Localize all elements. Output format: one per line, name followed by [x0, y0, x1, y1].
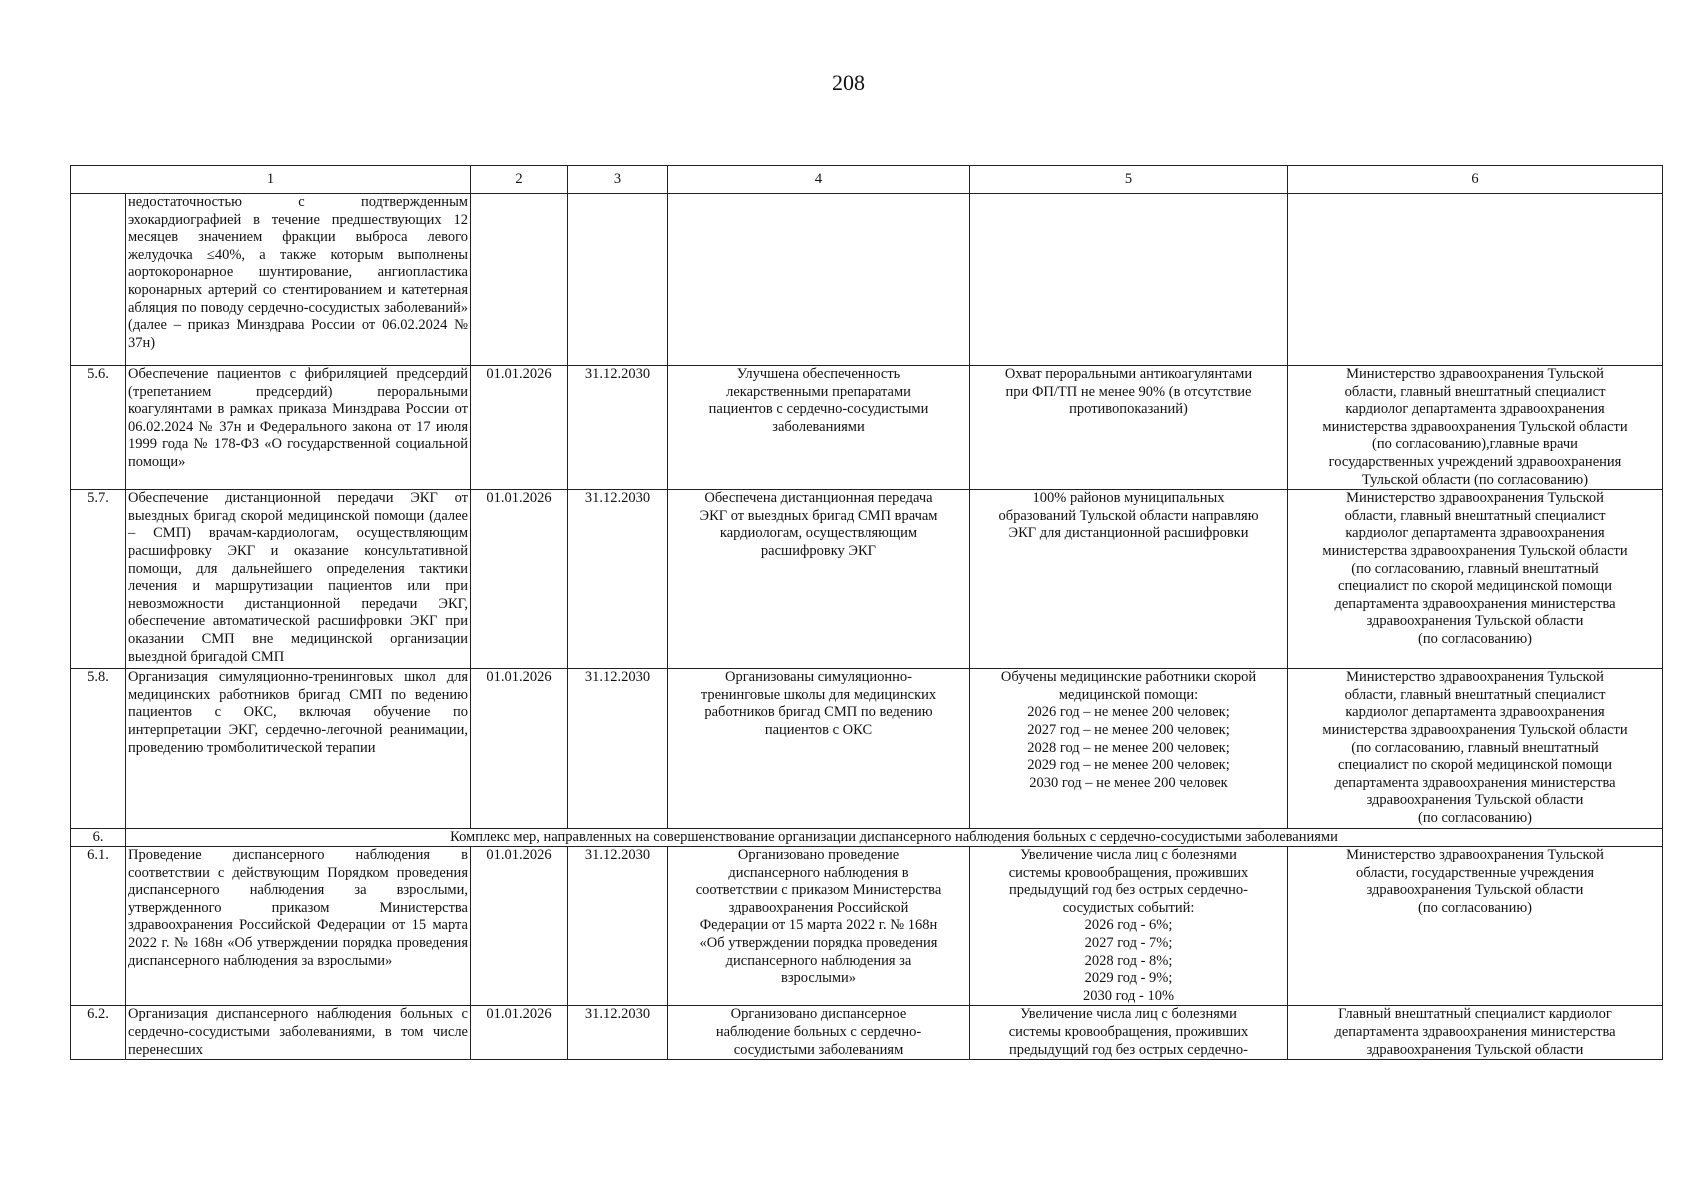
- responsible-cell-line: (по согласованию, главный внештатный: [1351, 560, 1599, 577]
- activity-cell: [126, 366, 471, 490]
- result-cell-line: диспансерного наблюдения в: [728, 864, 909, 881]
- responsible-cell-line: области, главный внештатный специалист: [1344, 383, 1606, 400]
- result-cell-line: кардиологам, осуществляющим: [719, 525, 918, 542]
- result-cell-line: расшифровку ЭКГ: [760, 542, 877, 559]
- result-cell-line: диспансерного наблюдения за: [725, 952, 912, 969]
- responsible-cell-line: Министерство здравоохранения Тульской: [1346, 490, 1604, 507]
- activity-cell: [126, 194, 471, 366]
- responsible-cell-line: кардиолог департамента здравоохранения: [1345, 525, 1605, 542]
- responsible-cell-line: департамента здравоохранения министерства: [1334, 1024, 1616, 1041]
- indicator-cell: [970, 847, 1288, 1006]
- responsible-cell-line: специалист по скорой медицинской помощи: [1338, 757, 1612, 774]
- indicator-cell-line: Увеличение числа лиц с болезнями: [1020, 847, 1237, 864]
- result-cell-line: тренинговые школы для медицинских: [700, 686, 937, 703]
- responsible-cell-line: здравоохранения Тульской области: [1366, 792, 1584, 809]
- indicator-cell-line: Охват пероральными антикоагулянтами: [1004, 366, 1253, 382]
- header-col-4: 4: [668, 166, 970, 194]
- responsible-cell-line: кардиолог департамента здравоохранения: [1345, 401, 1605, 418]
- responsible-cell-line: Тульской области (по согласованию): [1361, 471, 1589, 488]
- indicator-cell-line: предыдущий год без острых сердечно-: [1008, 882, 1248, 899]
- end-date: 31.12.2030: [568, 669, 668, 828]
- indicator-cell-line: сосудистых событий:: [1062, 899, 1195, 916]
- responsible-cell-line: здравоохранения Тульской области: [1366, 882, 1584, 899]
- result-cell-line: пациентов с сердечно-сосудистыми: [708, 401, 929, 418]
- indicator-cell-line: 2030 год - 10%: [1082, 987, 1175, 1004]
- table-row: [71, 490, 1663, 669]
- indicator-cell-line: медицинской помощи:: [1058, 686, 1199, 703]
- responsible-cell-line: специалист по скорой медицинской помощи: [1338, 578, 1612, 595]
- indicator-cell: [970, 194, 1288, 366]
- start-date: 01.01.2026: [471, 669, 568, 828]
- result-cell: [668, 669, 970, 828]
- activity-cell: [126, 669, 471, 828]
- end-date: 31.12.2030: [568, 490, 668, 669]
- indicator-cell-line: 2030 год – не менее 200 человек: [1029, 774, 1228, 791]
- row-number: 5.6.: [71, 366, 126, 490]
- result-cell: [668, 490, 970, 669]
- indicator-cell-line: Увеличение числа лиц с болезнями: [1020, 1006, 1237, 1023]
- responsible-cell-line: (по согласованию, главный внештатный: [1351, 739, 1599, 756]
- responsible-cell-line: (по согласованию): [1418, 809, 1532, 826]
- table-row: [71, 669, 1663, 828]
- header-col-2: 2: [471, 166, 568, 194]
- indicator-cell-line: 2028 год – не менее 200 человек;: [1027, 739, 1230, 756]
- result-cell-line: наблюдение больных с сердечно-: [715, 1024, 922, 1041]
- indicator-cell: [970, 490, 1288, 669]
- activity-cell: [126, 1006, 471, 1060]
- activity-cell-line: Организация симуляционно-тренинговых школ для медицинских работников бригад СМП по ведению пациентов с ОКС, включая обучение по интерпретации ЭКГ, сердечно-легочной реанимации, проведению тромболитической терапии: [128, 669, 468, 756]
- indicator-cell: [970, 1006, 1288, 1060]
- indicator-cell-line: 2029 год – не менее 200 человек;: [1027, 757, 1230, 774]
- responsible-cell: [1288, 669, 1663, 828]
- end-date: 31.12.2030: [568, 366, 668, 490]
- responsible-cell: [1288, 194, 1663, 366]
- row-number: [71, 194, 126, 366]
- header-col-5: 5: [970, 166, 1288, 194]
- table-row: [71, 366, 1663, 490]
- responsible-cell-line: кардиолог департамента здравоохранения: [1345, 704, 1605, 721]
- result-cell: [668, 847, 970, 1006]
- responsible-cell-line: здравоохранения Тульской области: [1366, 613, 1584, 630]
- responsible-cell-line: министерства здравоохранения Тульской области: [1322, 542, 1628, 559]
- result-cell-line: Организовано проведение: [737, 847, 900, 864]
- end-date: 31.12.2030: [568, 1006, 668, 1060]
- indicator-cell-line: при ФП/ТП не менее 90% (в отсутствие: [1005, 383, 1252, 400]
- indicator-cell-line: ЭКГ для дистанционной расшифровки: [1008, 525, 1249, 542]
- responsible-cell: [1288, 847, 1663, 1006]
- result-cell-line: Обеспечена дистанционная передача: [704, 490, 933, 507]
- result-cell-line: сосудистыми заболеваниям: [733, 1041, 904, 1058]
- header-col-1: 1: [71, 166, 471, 194]
- indicator-cell-line: 2029 год - 9%;: [1084, 970, 1173, 987]
- indicator-cell-line: 2027 год – не менее 200 человек;: [1027, 721, 1230, 738]
- responsible-cell-line: департамента здравоохранения министерства: [1334, 595, 1616, 612]
- result-cell: [668, 1006, 970, 1060]
- indicator-cell-line: 100% районов муниципальных: [1032, 490, 1225, 507]
- activity-cell-line: Обеспечение пациентов с фибриляцией предсердий (трепетанием предсердий) пероральными коагулянтами в рамках приказа Минздрава России от 06.02.2024 № 37н и Федерального закона от 17 июля 1999 года № 178-ФЗ «О государственной социальной помощи»: [128, 366, 468, 470]
- activity-cell-line: Проведение диспансерного наблюдения в соответствии с действующим Порядком проведения диспансерного наблюдения за взрослыми, утвержденного приказом Министерства здравоохранения Российской Федерации от 15 марта 2022 г. № 168н «Об утверждении порядка проведения диспансерного наблюдения за взрослыми»: [128, 847, 468, 969]
- header-col-3: 3: [568, 166, 668, 194]
- activity-cell-line: Организация диспансерного наблюдения больных с сердечно-сосудистыми заболеваниями, в том числе перенесших: [128, 1006, 468, 1058]
- header-row: [71, 166, 1663, 194]
- responsible-cell-line: министерства здравоохранения Тульской области: [1322, 721, 1628, 738]
- indicator-cell-line: системы кровообращения, проживших: [1008, 1024, 1249, 1041]
- start-date: 01.01.2026: [471, 366, 568, 490]
- responsible-cell-line: области, государственные учреждения: [1355, 864, 1595, 881]
- indicator-cell: [970, 366, 1288, 490]
- result-cell-line: ЭКГ от выездных бригад СМП врачам: [699, 507, 938, 524]
- responsible-cell-line: Министерство здравоохранения Тульской: [1346, 847, 1604, 864]
- responsible-cell-line: департамента здравоохранения министерства: [1334, 774, 1616, 791]
- result-cell-line: заболеваниями: [772, 418, 865, 435]
- responsible-cell-line: области, главный внештатный специалист: [1344, 507, 1606, 524]
- responsible-cell: [1288, 1006, 1663, 1060]
- result-cell-line: пациентов с ОКС: [764, 721, 873, 738]
- result-cell-line: здравоохранения Российской: [728, 899, 909, 916]
- indicator-cell-line: системы кровообращения, проживших: [1008, 864, 1249, 881]
- responsible-cell-line: Министерство здравоохранения Тульской: [1346, 669, 1604, 686]
- start-date: 01.01.2026: [471, 847, 568, 1006]
- page-number: 208: [832, 70, 865, 95]
- responsible-cell-line: (по согласованию): [1418, 899, 1532, 916]
- header-col-6: 6: [1288, 166, 1663, 194]
- indicator-cell-line: 2026 год - 6%;: [1084, 917, 1173, 934]
- indicator-cell-line: 2027 год - 7%;: [1084, 935, 1173, 952]
- result-cell-line: взрослыми»: [780, 970, 857, 987]
- indicator-cell: [970, 669, 1288, 828]
- table-row: [71, 847, 1663, 1006]
- result-cell-line: «Об утверждении порядка проведения: [699, 935, 938, 952]
- result-cell-line: соответствии с приказом Министерства: [695, 882, 942, 899]
- result-cell-line: Организовано диспансерное: [730, 1006, 907, 1023]
- start-date: 01.01.2026: [471, 490, 568, 669]
- activity-cell: [126, 490, 471, 669]
- table-row: [71, 1006, 1663, 1060]
- result-cell-line: Организованы симуляционно-: [725, 669, 912, 686]
- activity-cell: [126, 847, 471, 1006]
- end-date: 31.12.2030: [568, 847, 668, 1006]
- row-number: 6.1.: [71, 847, 126, 1006]
- responsible-cell-line: области, главный внештатный специалист: [1344, 686, 1606, 703]
- indicator-cell-line: образований Тульской области направляю: [998, 507, 1259, 524]
- table-row: [71, 194, 1663, 366]
- indicator-cell-line: 2028 год - 8%;: [1084, 952, 1173, 969]
- responsible-cell-line: государственных учреждений здравоохранения: [1328, 453, 1622, 470]
- indicator-cell-line: 2026 год – не менее 200 человек;: [1027, 704, 1230, 721]
- responsible-cell-line: (по согласованию),главные врачи: [1372, 436, 1578, 453]
- result-cell-line: Улучшена обеспеченность: [736, 366, 901, 382]
- result-cell: [668, 366, 970, 490]
- measures-table: [70, 165, 1663, 1060]
- activity-cell-line: недостаточностью с подтвержденным эхокардиографией в течение предшествующих 12 месяцев значением фракции выброса левого желудочка ≤40%, а также которым выполнены аортокоронарное шунтирование, ангиопластика коронарных артерий со стентированием и катетерная абляция по поводу сердечно-сосудистых заболеваний» (далее – приказ Минздрава России от 06.02.2024 № 37н): [128, 194, 468, 351]
- responsible-cell-line: Главный внештатный специалист кардиолог: [1338, 1006, 1612, 1023]
- row-number: 5.8.: [71, 669, 126, 828]
- responsible-cell: [1288, 490, 1663, 669]
- section-row: [71, 828, 1663, 847]
- indicator-cell-line: предыдущий год без острых сердечно-: [1008, 1041, 1248, 1058]
- section-number: 6.: [71, 828, 126, 847]
- responsible-cell: [1288, 366, 1663, 490]
- result-cell-line: Федерации от 15 марта 2022 г. № 168н: [699, 917, 938, 934]
- activity-cell-line: Обеспечение дистанционной передачи ЭКГ от выездных бригад скорой медицинской помощи (далее – СМП) врачам-кардиологам, осуществляющим расшифровку ЭКГ и оказание консультативной помощи, для дальнейшего определения тактики лечения и маршрутизации пациентов или при невозможности дистанционной передачи ЭКГ, обеспечение автоматической расшифровки ЭКГ при оказании СМП вне медицинской организации выездной бригадой СМП: [128, 490, 468, 665]
- result-cell-line: лекарственными препаратами: [726, 383, 911, 400]
- start-date: 01.01.2026: [471, 1006, 568, 1060]
- responsible-cell-line: здравоохранения Тульской области: [1366, 1041, 1584, 1058]
- section-title: Комплекс мер, направленных на совершенствование организации диспансерного наблюдения больных с сердечно-сосудистыми заболеваниями: [126, 828, 1663, 847]
- result-cell-line: работников бригад СМП по ведению: [704, 704, 933, 721]
- responsible-cell-line: (по согласованию): [1418, 630, 1532, 647]
- responsible-cell-line: министерства здравоохранения Тульской области: [1322, 418, 1628, 435]
- end-date: [568, 194, 668, 366]
- row-number: 6.2.: [71, 1006, 126, 1060]
- indicator-cell-line: противопоказаний): [1069, 401, 1188, 418]
- result-cell: [668, 194, 970, 366]
- responsible-cell-line: Министерство здравоохранения Тульской: [1346, 366, 1604, 382]
- start-date: [471, 194, 568, 366]
- row-number: 5.7.: [71, 490, 126, 669]
- indicator-cell-line: Обучены медицинские работники скорой: [1000, 669, 1257, 686]
